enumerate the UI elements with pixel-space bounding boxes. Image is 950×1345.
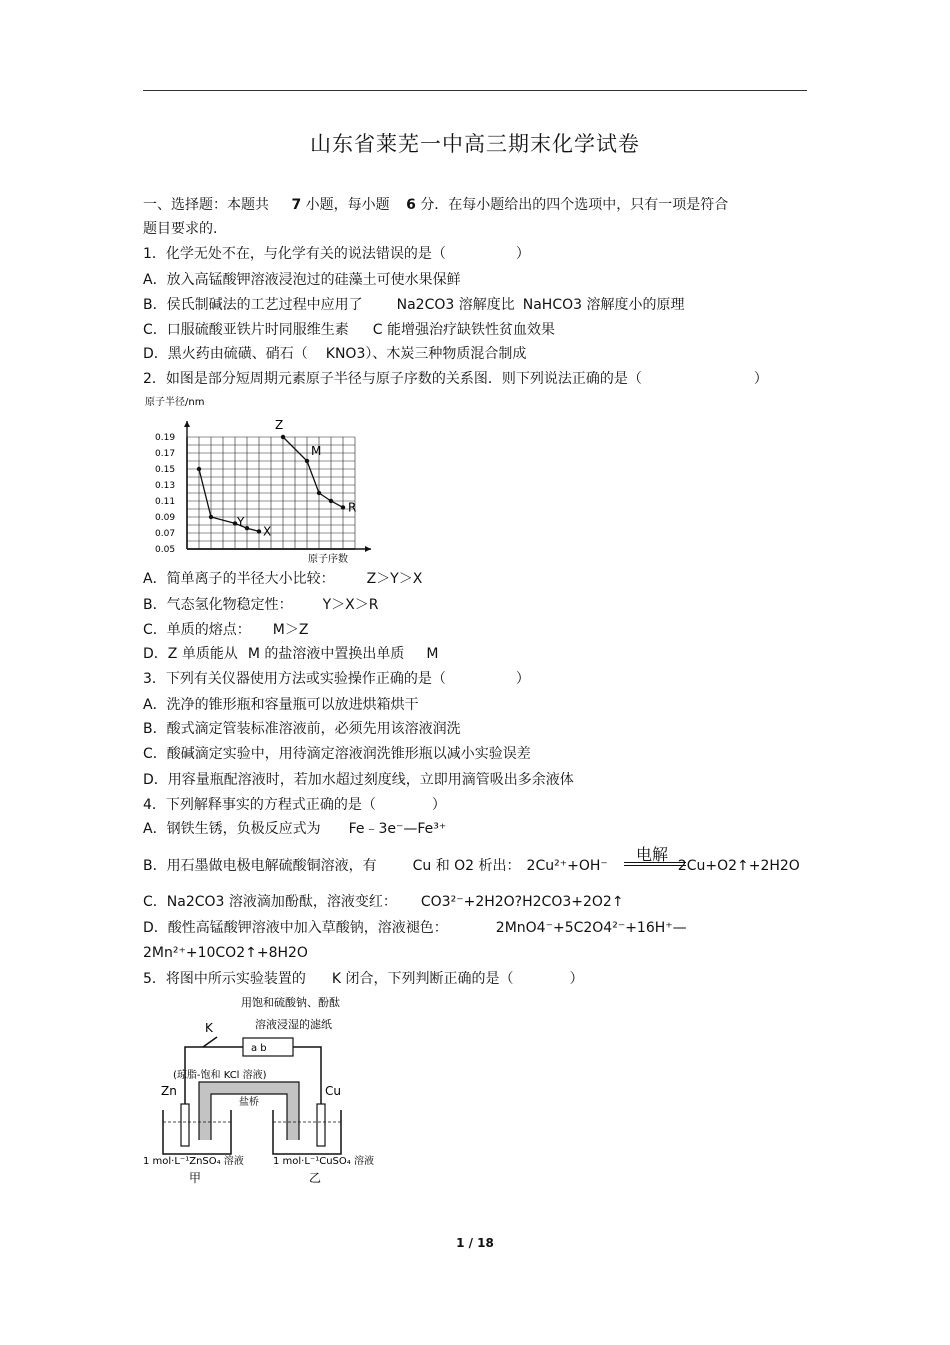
point-label: X <box>263 524 272 539</box>
q2-b-text: B．气态氢化物稳定性： <box>143 597 293 613</box>
point-label: R <box>348 500 357 515</box>
data-point <box>341 505 345 509</box>
q4-b-text2: Cu 和 O2 析出： <box>412 858 521 874</box>
point-label: Z <box>275 418 284 432</box>
electrode-cu-label: Cu <box>325 1084 341 1098</box>
q4-d-equation-2: 2Mn²⁺+10CO2↑+8H2O <box>143 945 308 961</box>
q4-c-text: C．Na2CO3 溶液滴加酚酞，溶液变红： <box>143 894 397 910</box>
q2-a-text: A．简单离子的半径大小比较： <box>143 571 335 587</box>
q1-b-formula1: Na2CO3 <box>396 297 455 313</box>
point-label: M <box>311 444 322 458</box>
y-tick-label: 0.09 <box>155 513 176 523</box>
chart-point-labels <box>236 418 356 538</box>
galvanic-cell-figure <box>143 992 403 1187</box>
q3-option-c: C．酸碱滴定实验中，用待滴定溶液润洗锥形瓶以减小实验误差 <box>143 746 531 762</box>
intro-text-a: 一、选择题：本题共 <box>143 197 269 213</box>
zn-electrode <box>181 1104 189 1146</box>
beaker-yi <box>273 1110 341 1154</box>
top-rule <box>143 90 807 91</box>
electrolysis-label: 电解 <box>636 845 669 864</box>
q1-b-text3: 溶解度小的原理 <box>586 297 685 313</box>
intro-points: 6 <box>406 197 416 213</box>
q2-option-d <box>143 645 438 663</box>
q4-option-b <box>143 857 800 875</box>
data-point <box>197 467 201 471</box>
y-tick-label: 0.07 <box>155 529 176 539</box>
q1-c-text2: C 能增强治疗缺铁性贫血效果 <box>372 322 556 338</box>
q1-b-formula2: NaHCO3 <box>522 297 583 313</box>
q3-option-b: B．酸式滴定管装标准溶液前，必须先用该溶液润洗 <box>143 721 461 737</box>
y-tick-label: 0.05 <box>155 545 176 555</box>
y-tick-label: 0.19 <box>155 433 176 443</box>
q2-option-b <box>143 596 378 614</box>
switch-k-label: K <box>205 1021 213 1035</box>
q4-stem: 4．下列解释事实的方程式正确的是（ ） <box>143 797 446 813</box>
switch-k <box>203 1037 217 1047</box>
q1-c-text1: C．口服硫酸亚铁片时同服维生素 <box>143 322 349 338</box>
q2-c-order: M＞Z <box>272 622 309 638</box>
chart-grid <box>184 421 371 552</box>
q4-c-equation: CO3²⁻+2H2O?H2CO3+2O2↑ <box>420 894 624 910</box>
salt-bridge-label: 盐桥 <box>239 1097 259 1108</box>
q4-b-products: 2Cu+O2↑+2H2O <box>677 858 800 874</box>
q4-a-text: A．钢铁生锈，负极反应式为 <box>143 821 321 837</box>
q3-option-d: D．用容量瓶配溶液时，若加水超过刻度线，立即用滴管吸出多余液体 <box>143 772 574 788</box>
y-tick-label: 0.17 <box>155 449 176 459</box>
solution-cu-label: 1 mol·L⁻¹CuSO₄ 溶液 <box>273 1156 374 1167</box>
page-number: 1 / 18 <box>456 1236 494 1250</box>
x-axis-arrow <box>365 546 371 552</box>
q5-stem-text2: K 闭合，下列判断正确的是（ ） <box>331 971 584 987</box>
beaker-jia <box>163 1110 231 1154</box>
beaker-yi-label: 乙 <box>309 1171 322 1185</box>
q2-d-text1: D．Z 单质能从 <box>143 646 238 662</box>
fig-caption-2: 溶液浸湿的滤纸 <box>255 1018 332 1031</box>
solution-zn-label: 1 mol·L⁻¹ZnSO₄ 溶液 <box>143 1156 244 1167</box>
q1-b-text1: B．侯氏制碱法的工艺过程中应用了 <box>143 297 363 313</box>
q2-b-order: Y＞X＞R <box>322 597 379 613</box>
intro-text-c: 分．在每小题给出的四个选项中，只有一项是符合 <box>420 197 729 213</box>
data-point <box>305 459 309 463</box>
q2-d-text3: M <box>426 646 439 662</box>
q1-option-c <box>143 321 555 339</box>
chart-xlabel: 原子序数 <box>308 554 348 565</box>
q1-b-text2: 溶解度比 <box>458 297 515 313</box>
q5-stem-text1: 5．将图中所示实验装置的 <box>143 971 306 987</box>
q2-option-a <box>143 570 422 588</box>
q5-stem <box>143 970 584 988</box>
q3-option-a: A．洗净的锥形瓶和容量瓶可以放进烘箱烘干 <box>143 697 419 713</box>
intro-text-b: 小题，每小题 <box>305 197 390 213</box>
q4-d-equation-1: 2MnO4⁻+5C2O4²⁻+16H⁺— <box>495 920 687 936</box>
q4-a-equation: Fe﹣3e⁻—Fe³⁺ <box>348 821 447 837</box>
q2-stem: 2．如图是部分短周期元素原子半径与原子序数的关系图．则下列说法正确的是（ ） <box>143 371 768 387</box>
data-point <box>257 529 261 533</box>
electrode-zn-label: Zn <box>161 1084 177 1098</box>
chart-y-ticks <box>155 433 175 555</box>
q4-option-c <box>143 893 624 911</box>
atomic-radius-chart <box>143 393 383 568</box>
q2-d-text2: M 的盐溶液中置换出单质 <box>247 646 405 662</box>
q1-option-a: A．放入高锰酸钾溶液浸泡过的硅藻土可使水果保鲜 <box>143 272 461 288</box>
data-point <box>317 491 321 495</box>
y-tick-label: 0.13 <box>155 481 176 491</box>
q2-c-text: C．单质的熔点： <box>143 622 251 638</box>
q4-option-a <box>143 820 446 838</box>
data-point <box>245 526 249 530</box>
q1-option-d <box>143 345 526 363</box>
point-label: Y <box>237 515 245 530</box>
section-intro <box>143 196 728 214</box>
filter-paper-ab: a b <box>251 1043 267 1054</box>
series-line <box>199 469 259 531</box>
q2-a-order: Z＞Y＞X <box>366 571 423 587</box>
q1-stem: 1．化学无处不在，与化学有关的说法错误的是（ ） <box>143 246 530 262</box>
q4-d-text: D．酸性高锰酸钾溶液中加入草酸钠，溶液褪色： <box>143 920 448 936</box>
page-title: 山东省莱芜一中高三期末化学试卷 <box>310 132 640 156</box>
q1-option-b <box>143 296 684 314</box>
q1-d-text1: D．黑火药由硫磺、硝石（ <box>143 346 308 362</box>
beaker-jia-label: 甲 <box>189 1171 202 1185</box>
chart-ylabel: 原子半径/nm <box>145 397 205 408</box>
cu-electrode <box>317 1104 325 1146</box>
q1-d-formula: KNO3 <box>325 346 366 362</box>
q4-b-text1: B．用石墨做电极电解硫酸铜溶液，有 <box>143 858 377 874</box>
intro-line-2: 题目要求的. <box>143 221 218 237</box>
salt-bridge <box>205 1088 293 1140</box>
y-tick-label: 0.15 <box>155 465 176 475</box>
intro-count: 7 <box>291 197 302 213</box>
q2-option-c <box>143 621 308 639</box>
y-axis-arrow <box>184 421 190 427</box>
fig-caption-1: 用饱和硫酸钠、酚酞 <box>241 996 340 1009</box>
q4-b-reactants: 2Cu²⁺+OH⁻ <box>526 858 608 874</box>
data-point <box>281 435 285 439</box>
data-point <box>209 515 213 519</box>
q3-stem: 3．下列有关仪器使用方法或实验操作正确的是（ ） <box>143 671 530 687</box>
y-tick-label: 0.11 <box>155 497 176 507</box>
salt-bridge-content: (琼脂-饱和 KCl 溶液) <box>173 1070 267 1081</box>
data-point <box>329 499 333 503</box>
q1-d-text2: ）、木炭三种物质混合制成 <box>365 346 527 362</box>
q4-option-d <box>143 919 687 937</box>
